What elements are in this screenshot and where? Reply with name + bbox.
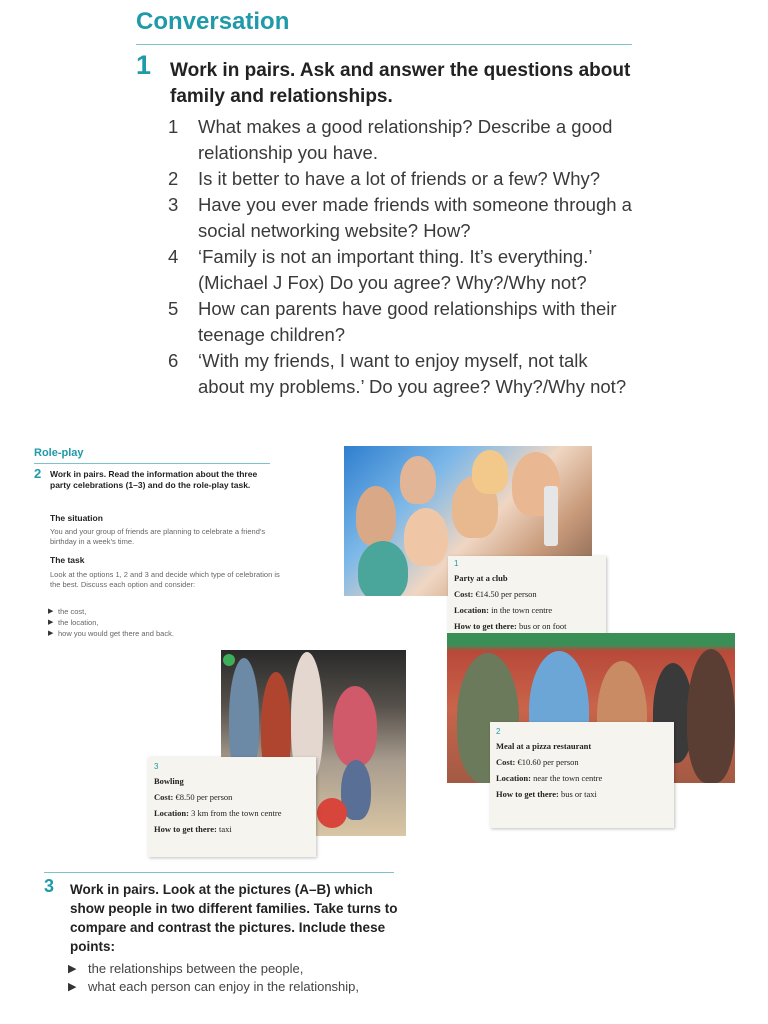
option-title: Party at a club	[454, 573, 508, 583]
question-text: Have you ever made friends with someone through a social networking website? How?	[198, 194, 632, 241]
cost-value: €8.50 per person	[175, 792, 233, 802]
list-item	[48, 606, 174, 617]
location-value: 3 km from the town centre	[191, 808, 282, 818]
option-number: 2	[496, 727, 501, 736]
exercise-instruction: Work in pairs. Look at the pictures (A–B) which show people in two different families. Take turns to compare and contrast the pictures. Include these points:	[70, 882, 398, 954]
list-item-text: how you would get there and back.	[58, 629, 174, 638]
list-item-text: the location,	[58, 618, 99, 627]
question-number: 6	[168, 350, 179, 371]
exercise-instruction: Work in pairs. Read the information about the three party celebrations (1–3) and do the role-play task.	[50, 469, 258, 490]
bullet-icon: ▶	[48, 630, 54, 637]
points-list	[68, 960, 398, 996]
divider	[44, 872, 394, 873]
cost-value: €10.60 per person	[517, 757, 579, 767]
question-list	[168, 114, 648, 400]
option-title: Bowling	[154, 776, 184, 786]
bullet-icon: ▶	[48, 619, 54, 626]
question-text: What makes a good relationship? Describe a good relationship you have.	[198, 116, 613, 163]
question-item	[168, 244, 648, 296]
location-value: in the town centre	[491, 605, 553, 615]
exercise-instruction: Work in pairs. Ask and answer the questions about family and relationships.	[170, 60, 631, 107]
travel-value: bus or on foot	[519, 621, 567, 631]
travel-row: How to get there: bus or on foot	[454, 621, 567, 631]
list-item-text: the cost,	[58, 607, 87, 616]
cost-row: Cost: €8.50 per person	[154, 792, 233, 802]
exercise-number: 3	[44, 876, 55, 896]
location-row: Location: near the town centre	[496, 773, 603, 783]
task-text: Look at the options 1, 2 and 3 and decide which type of celebration is the best. Discuss each option and consider:	[50, 570, 280, 589]
list-item	[68, 960, 398, 978]
exercise-number: 1	[136, 50, 152, 80]
question-number: 1	[168, 116, 179, 137]
travel-value: taxi	[219, 824, 232, 834]
question-item	[168, 296, 648, 348]
bullet-icon: ▶	[68, 963, 77, 975]
option-number: 1	[454, 559, 459, 568]
section-heading-roleplay: Role-play	[34, 447, 84, 459]
travel-row: How to get there: bus or taxi	[496, 789, 597, 799]
info-card-club	[448, 556, 606, 636]
cost-row: Cost: €14.50 per person	[454, 589, 537, 599]
list-item	[48, 617, 174, 628]
consider-list	[48, 606, 174, 639]
question-item	[168, 348, 648, 400]
divider	[136, 44, 632, 45]
list-item	[48, 628, 174, 639]
section-heading-conversation: Conversation	[136, 8, 290, 35]
bullet-icon: ▶	[68, 981, 77, 993]
list-item	[68, 978, 398, 996]
location-row: Location: in the town centre	[454, 605, 553, 615]
question-number: 4	[168, 246, 179, 267]
task-heading: The task	[50, 555, 85, 565]
cost-value: €14.50 per person	[475, 589, 537, 599]
situation-text: You and your group of friends are planning to celebrate a friend’s birthday in a week’s time.	[50, 527, 266, 546]
question-number: 3	[168, 194, 179, 215]
exercise-number: 2	[34, 466, 42, 481]
question-number: 5	[168, 298, 179, 319]
question-item	[168, 166, 648, 192]
list-item-text: the relationships between the people,	[88, 961, 304, 976]
cost-row: Cost: €10.60 per person	[496, 757, 579, 767]
question-number: 2	[168, 168, 179, 189]
option-title: Meal at a pizza restaurant	[496, 741, 592, 751]
location-row: Location: 3 km from the town centre	[154, 808, 282, 818]
travel-row: How to get there: taxi	[154, 824, 232, 834]
divider	[34, 463, 270, 464]
question-item	[168, 192, 648, 244]
location-value: near the town centre	[533, 773, 603, 783]
question-text: ‘Family is not an important thing. It’s everything.’ (Michael J Fox) Do you agree? Why?/Why not?	[198, 246, 592, 293]
info-card-bowling	[148, 757, 316, 857]
list-item-text: what each person can enjoy in the relationship,	[88, 979, 360, 994]
option-number: 3	[154, 762, 159, 771]
situation-heading: The situation	[50, 513, 103, 523]
bullet-icon: ▶	[48, 608, 54, 615]
travel-value: bus or taxi	[561, 789, 597, 799]
info-card-pizza	[490, 722, 674, 828]
question-text: Is it better to have a lot of friends or a few? Why?	[198, 168, 601, 189]
question-text: ‘With my friends, I want to enjoy myself, not talk about my problems.’ Do you agree? Why?/Why not?	[198, 350, 627, 397]
question-item	[168, 114, 648, 166]
question-text: How can parents have good relationships with their teenage children?	[198, 298, 617, 345]
